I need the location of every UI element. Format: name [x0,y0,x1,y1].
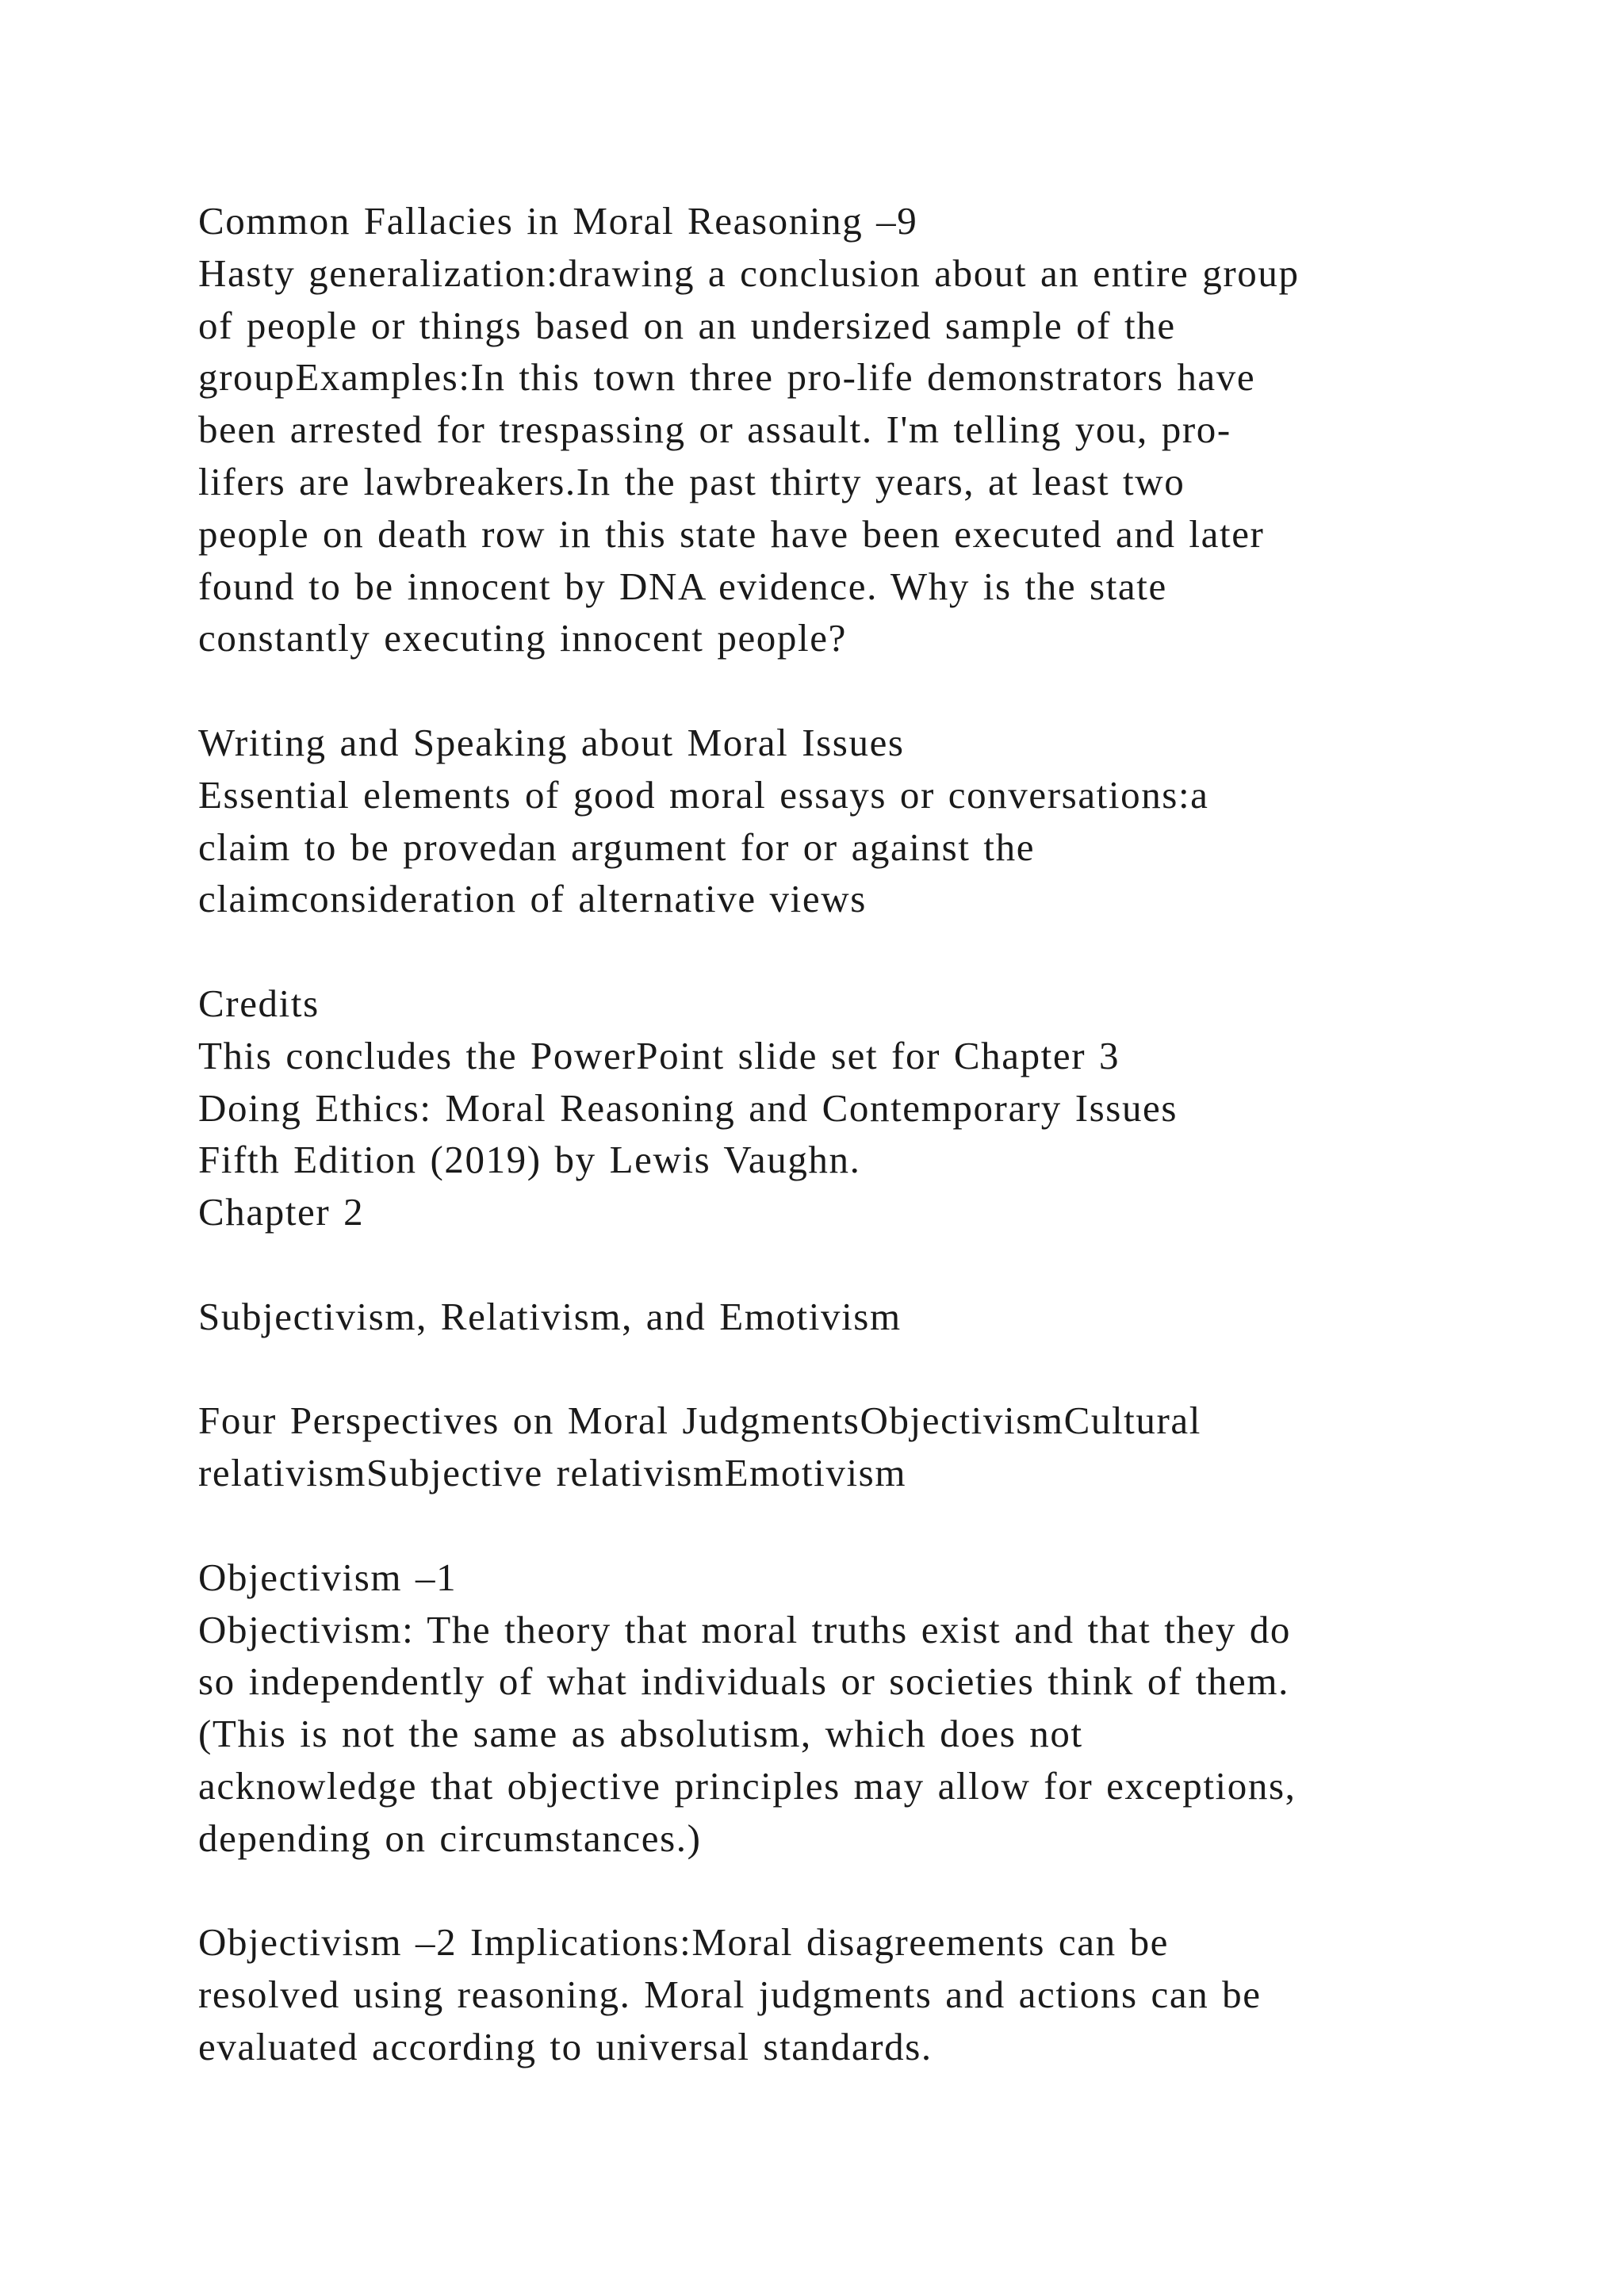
section-perspectives [198,1395,1507,1499]
text-line: of people or things based on an undersized sample of the [198,303,1176,347]
text-line: constantly executing innocent people? [198,616,847,660]
text-line: lifers are lawbreakers.In the past thirty years, at least two [198,459,1185,503]
text-line: Hasty generalization:drawing a conclusion about an entire group [198,251,1300,295]
section-objectivism-1 [198,1552,1507,1865]
spacer [198,1343,1507,1395]
text-line: resolved using reasoning. Moral judgments and actions can be [198,1973,1262,2017]
section-objectivism-2 [198,1916,1507,2072]
text-line: This concludes the PowerPoint slide set for Chapter 3 [198,1033,1120,1077]
spacer [198,664,1507,717]
section-credits [198,978,1507,1238]
document-page [198,195,1507,2073]
section-heading: Common Fallacies in Moral Reasoning –9 [198,199,918,243]
text-line: claim to be provedan argument for or against the [198,825,1036,869]
text-line: Objectivism: The theory that moral truths exist and that they do [198,1607,1292,1651]
section-heading: Writing and Speaking about Moral Issues [198,720,905,764]
text-line: groupExamples:In this town three pro-life demonstrators have [198,355,1256,400]
section-subjectivism [198,1291,1507,1343]
text-line: been arrested for trespassing or assault. I'm telling you, pro- [198,408,1231,452]
text-line: Essential elements of good moral essays or conversations:a [198,772,1209,817]
text-line: Chapter 2 [198,1190,365,1234]
text-line: depending on circumstances.) [198,1816,702,1860]
text-line: people on death row in this state have been executed and later [198,511,1265,556]
spacer [198,1499,1507,1552]
text-line: evaluated according to universal standards. [198,2024,933,2068]
text-line: acknowledge that objective principles may allow for exceptions, [198,1763,1297,1808]
section-writing [198,717,1507,925]
text-line: found to be innocent by DNA evidence. Why is the state [198,564,1167,608]
text-line: so independently of what individuals or societies think of them. [198,1659,1289,1704]
text-line: relativismSubjective relativismEmotivism [198,1451,907,1495]
section-heading: Subjectivism, Relativism, and Emotivism [198,1294,902,1338]
spacer [198,925,1507,978]
text-line: (This is not the same as absolutism, which does not [198,1712,1083,1756]
text-line: Objectivism –2 Implications:Moral disagreements can be [198,1920,1170,1965]
section-fallacies [198,195,1507,664]
spacer [198,1865,1507,1917]
section-heading: Credits [198,981,320,1025]
text-line: claimconsideration of alternative views [198,877,867,921]
text-line: Four Perspectives on Moral JudgmentsObjectivismCultural [198,1399,1201,1443]
spacer [198,1238,1507,1291]
text-line: Doing Ethics: Moral Reasoning and Contemporary Issues [198,1085,1178,1130]
text-line: Fifth Edition (2019) by Lewis Vaughn. [198,1138,861,1182]
section-heading: Objectivism –1 [198,1555,458,1599]
